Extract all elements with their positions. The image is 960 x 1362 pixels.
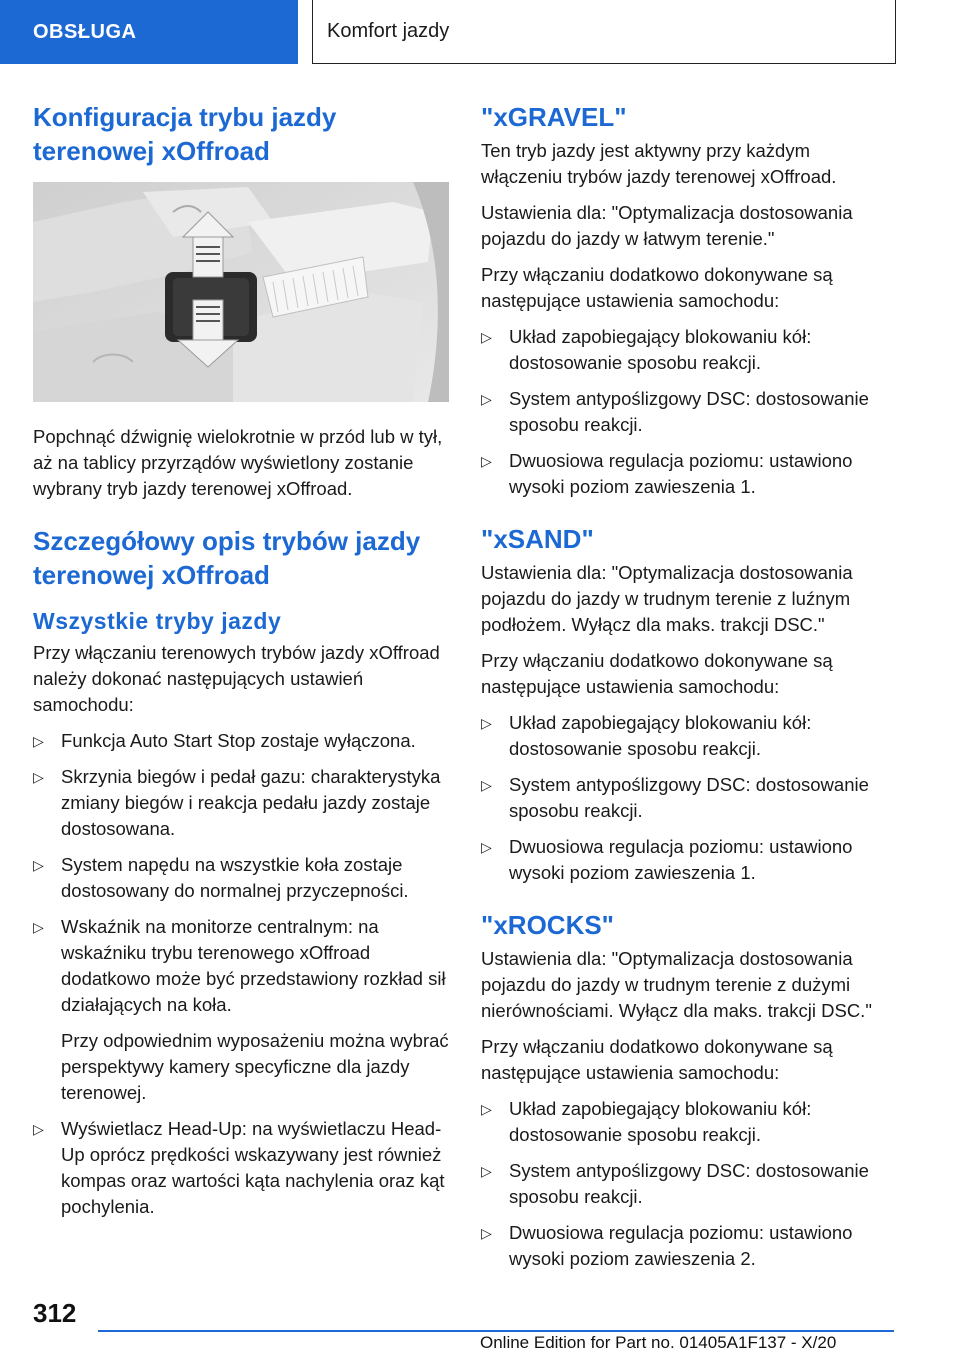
section-tab: OBSŁUGA (0, 0, 298, 64)
xgravel-intro: Ten tryb jazdy jest aktywny przy każdym włączeniu trybów jazdy terenowej xOffroad. (481, 140, 837, 187)
bullet-icon: ▷ (481, 1163, 492, 1179)
footer-divider (98, 1330, 894, 1332)
right-column (481, 100, 891, 1282)
bullet-icon: ▷ (33, 733, 44, 749)
heading-xgravel: "xGRAVEL" (481, 102, 627, 132)
heading-details: Szczegółowy opis trybów jazdy terenowej xOffroad (33, 526, 421, 590)
bullet-icon: ▷ (481, 1101, 492, 1117)
xsand-extra: Przy włączaniu dodatkowo dokonywane są następujące ustawienia samochodu: (481, 650, 833, 697)
bullet-icon: ▷ (481, 391, 492, 407)
instruction-paragraph: Popchnąć dźwignię wielokrotnie w przód lub w tył, aż na tablicy przyrządów wyświetlony zostanie wybrany tryb jazdy terenowej xOffroad. (33, 426, 443, 499)
xsand-settings: Ustawienia dla: "Optymalizacja dostosowania pojazdu do jazdy w trudnym terenie z luźnym podłożem. Wyłącz dla maks. trakcji DSC." (481, 562, 853, 635)
list-item: ▷ System antypoślizgowy DSC: dostosowanie sposobu reakcji. (481, 1160, 869, 1207)
list-item: ▷ Wyświetlacz Head-Up: na wyświetlaczu Head-Up oprócz prędkości wskazywany jest również kompas oraz wartości kąta nachylenia oraz kąt pochylenia. (33, 1118, 445, 1217)
list-item: ▷ Układ zapobiegający blokowaniu kół: dostosowanie sposobu reakcji. (481, 326, 812, 373)
list-item: ▷ Dwuosiowa regulacja poziomu: ustawiono wysoki poziom zawieszenia 1. (481, 450, 853, 497)
list-item: ▷ System antypoślizgowy DSC: dostosowanie sposobu reakcji. (481, 388, 869, 435)
list-item: ▷ Układ zapobiegający blokowaniu kół: dostosowanie sposobu reakcji. (481, 1098, 812, 1145)
all-modes-intro: Przy włączaniu terenowych trybów jazdy xOffroad należy dokonać następujących ustawień samochodu: (33, 642, 440, 715)
heading-xsand: "xSAND" (481, 524, 594, 554)
bullet-icon: ▷ (33, 919, 44, 935)
list-item: ▷ Dwuosiowa regulacja poziomu: ustawiono wysoki poziom zawieszenia 1. (481, 836, 853, 883)
xgravel-extra: Przy włączaniu dodatkowo dokonywane są następujące ustawienia samochodu: (481, 264, 833, 311)
selector-lever-image (33, 182, 449, 402)
xrocks-extra: Przy włączaniu dodatkowo dokonywane są następujące ustawienia samochodu: (481, 1036, 833, 1083)
bullet-icon: ▷ (33, 769, 44, 785)
bullet-icon: ▷ (33, 857, 44, 873)
xsand-list (481, 710, 891, 886)
bullet-icon: ▷ (481, 453, 492, 469)
edition-note: Online Edition for Part no. 01405A1F137 - X/20 (480, 1333, 837, 1352)
heading-xrocks: "xROCKS" (481, 910, 615, 940)
list-item: ▷ System napędu na wszystkie koła zostaje dostosowany do normalnej przyczepności. (33, 854, 409, 901)
bullet-icon: ▷ (481, 777, 492, 793)
bullet-icon: ▷ (481, 839, 492, 855)
all-modes-list (33, 728, 449, 1220)
list-item: ▷ Funkcja Auto Start Stop zostaje wyłączona. (33, 728, 449, 754)
bullet-icon: ▷ (481, 329, 492, 345)
list-item-note: Przy odpowiednim wyposażeniu można wybrać perspektywy kamery specyficzne dla jazdy terenowej. (61, 1030, 449, 1103)
xrocks-list (481, 1096, 891, 1272)
bullet-icon: ▷ (481, 715, 492, 731)
list-item: ▷ Wskaźnik na monitorze centralnym: na wskaźniku trybu terenowego xOffroad dodatkowo może być przedstawiony rozkład sił działających na koła. Przy odpowiednim wyposażeniu można wybrać perspektywy kamery specyficzne dla jazdy terenowej. (33, 914, 449, 1106)
subheading-all-modes: Wszystkie tryby jazdy (33, 608, 282, 634)
chapter-title: Komfort jazdy (312, 0, 896, 64)
left-column (33, 100, 449, 1230)
list-item: ▷ Układ zapobiegający blokowaniu kół: dostosowanie sposobu reakcji. (481, 712, 812, 759)
page-number: 312 (33, 1298, 77, 1328)
xrocks-settings: Ustawienia dla: "Optymalizacja dostosowania pojazdu do jazdy w trudnym terenie z dużymi nierównościami. Wyłącz dla maks. trakcji DSC." (481, 948, 872, 1021)
bullet-icon: ▷ (481, 1225, 492, 1241)
list-item: ▷ System antypoślizgowy DSC: dostosowanie sposobu reakcji. (481, 774, 869, 821)
bullet-icon: ▷ (33, 1121, 44, 1137)
xgravel-settings: Ustawienia dla: "Optymalizacja dostosowania pojazdu do jazdy w łatwym terenie." (481, 202, 853, 249)
heading-config: Konfiguracja trybu jazdy terenowej xOffroad (33, 102, 337, 166)
list-item: ▷ Skrzynia biegów i pedał gazu: charakterystyka zmiany biegów i reakcja pedału jazdy zostaje dostosowana. (33, 766, 441, 839)
xgravel-list (481, 324, 891, 500)
list-item: ▷ Dwuosiowa regulacja poziomu: ustawiono wysoki poziom zawieszenia 2. (481, 1222, 853, 1269)
